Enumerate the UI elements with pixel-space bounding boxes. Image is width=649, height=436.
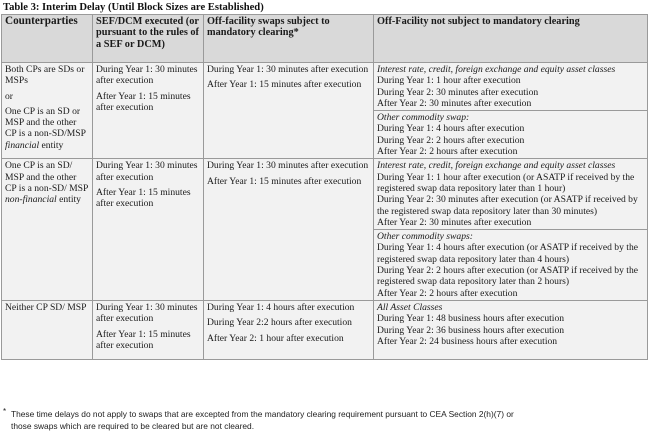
cell-off-facility-clearing — [204, 63, 374, 159]
cell-sef — [93, 159, 204, 301]
footnote-marker: * — [3, 407, 7, 416]
offclear-text: During Year 1: 4 hours after execution — [207, 301, 355, 313]
cp-text: One CP is an SD/ MSP and the other CP is a non-SD/ MSP non-financial entity — [5, 160, 88, 206]
footnote-line: those swaps which are required to be cleared but are not cleared. — [11, 421, 255, 431]
cell-counterparties — [2, 63, 93, 159]
delay-line: After Year 2: 2 hours after execution — [377, 146, 518, 158]
cell-off-facility-clearing — [204, 159, 374, 301]
sef-text: After Year 1: 15 minutes after execution — [96, 186, 191, 210]
delay-line: During Year 2: 36 business hours after execution — [377, 324, 565, 336]
cp-text: Both CPs are SDs or MSPs — [5, 64, 85, 87]
delay-line: After Year 2: 30 minutes after execution — [377, 97, 532, 109]
table-row — [2, 159, 648, 230]
cp-text: One CP is an SD or MSP and the other CP is a non-SD/MSP financial entity — [5, 105, 86, 151]
delay-line: During Year 2: 2 hours after execution (or ASATP if received by the registered swap data repository later than 2 hours) — [377, 265, 639, 288]
footnote-line: These time delays do not apply to swaps that are excepted from the mandatory clearing requirement pursuant to CEA Section 2(h)(7) or — [11, 409, 514, 419]
cell-not-clearing — [374, 111, 648, 159]
table-row — [2, 63, 648, 111]
cell-sef — [93, 63, 204, 159]
delay-line: During Year 2: 30 minutes after execution — [377, 86, 539, 98]
header-sef-dcm: SEF/DCM executed (or pursuant to the rules of a SEF or DCM) — [93, 15, 204, 63]
header-off-facility-not-clearing: Off-Facility not subject to mandatory clearing — [374, 15, 648, 63]
cell-not-clearing — [374, 300, 648, 359]
sef-text: After Year 1: 15 minutes after execution — [96, 90, 191, 113]
delay-line: During Year 1: 1 hour after execution (or ASATP if received by the registered swap data repository later than 1 hour) — [377, 171, 635, 194]
offclear-text: During Year 1: 30 minutes after execution — [207, 64, 369, 75]
delay-line: After Year 2: 2 hours after execution — [377, 287, 518, 299]
asset-class-heading: Interest rate, credit, foreign exchange and equity asset classes — [377, 64, 616, 75]
offclear-text: After Year 1: 15 minutes after execution — [207, 175, 362, 187]
cell-counterparties — [2, 300, 93, 359]
asset-class-heading: All Asset Classes — [377, 301, 443, 313]
delay-line: After Year 2: 24 business hours after execution — [377, 335, 558, 347]
cell-off-facility-clearing — [204, 300, 374, 359]
cell-sef — [93, 300, 204, 359]
table-row — [2, 300, 648, 359]
delay-line: During Year 2: 30 minutes after execution (or ASATP if received by the registered swap data repository later than 30 minutes) — [377, 194, 638, 217]
delay-line: During Year 1: 4 hours after execution — [377, 123, 525, 135]
sef-text: During Year 1: 30 minutes after execution — [96, 301, 198, 325]
header-off-facility-clearing: Off-facility swaps subject to mandatory clearing* — [204, 15, 374, 63]
cp-or: or — [5, 90, 13, 102]
offclear-text: After Year 2: 1 hour after execution — [207, 332, 344, 344]
asset-class-heading: Other commodity swaps: — [377, 231, 473, 243]
header-row — [2, 15, 648, 63]
sef-text: During Year 1: 30 minutes after execution — [96, 160, 198, 183]
sef-text: During Year 1: 30 minutes after execution — [96, 64, 198, 87]
cell-not-clearing — [374, 159, 648, 230]
offclear-text: After Year 1: 15 minutes after execution — [207, 79, 362, 91]
interim-delay-table — [1, 14, 648, 360]
offclear-text: During Year 1: 30 minutes after execution — [207, 160, 369, 172]
offclear-text: During Year 2:2 hours after execution — [207, 317, 352, 329]
delay-line: During Year 1: 48 business hours after execution — [377, 313, 565, 325]
asset-class-heading: Interest rate, credit, foreign exchange and equity asset classes — [377, 160, 616, 172]
delay-line: During Year 1: 1 hour after execution — [377, 75, 521, 87]
delay-line: During Year 1: 4 hours after execution (or ASATP if received by the registered swap data repository later than 4 hours) — [377, 242, 639, 265]
header-counterparties: Counterparties — [2, 15, 93, 63]
table-title: Table 3: Interim Delay (Until Block Sizes are Established) — [3, 2, 264, 13]
sef-text: After Year 1: 15 minutes after execution — [96, 328, 191, 351]
cell-not-clearing — [374, 230, 648, 301]
cell-not-clearing — [374, 63, 648, 111]
delay-line: During Year 2: 2 hours after execution — [377, 134, 525, 146]
cell-counterparties — [2, 159, 93, 301]
delay-line: After Year 2: 30 minutes after execution — [377, 216, 532, 228]
asset-class-heading: Other commodity swap: — [377, 112, 470, 124]
footnote — [3, 408, 514, 432]
cp-text: Neither CP SD/ MSP — [5, 301, 87, 313]
